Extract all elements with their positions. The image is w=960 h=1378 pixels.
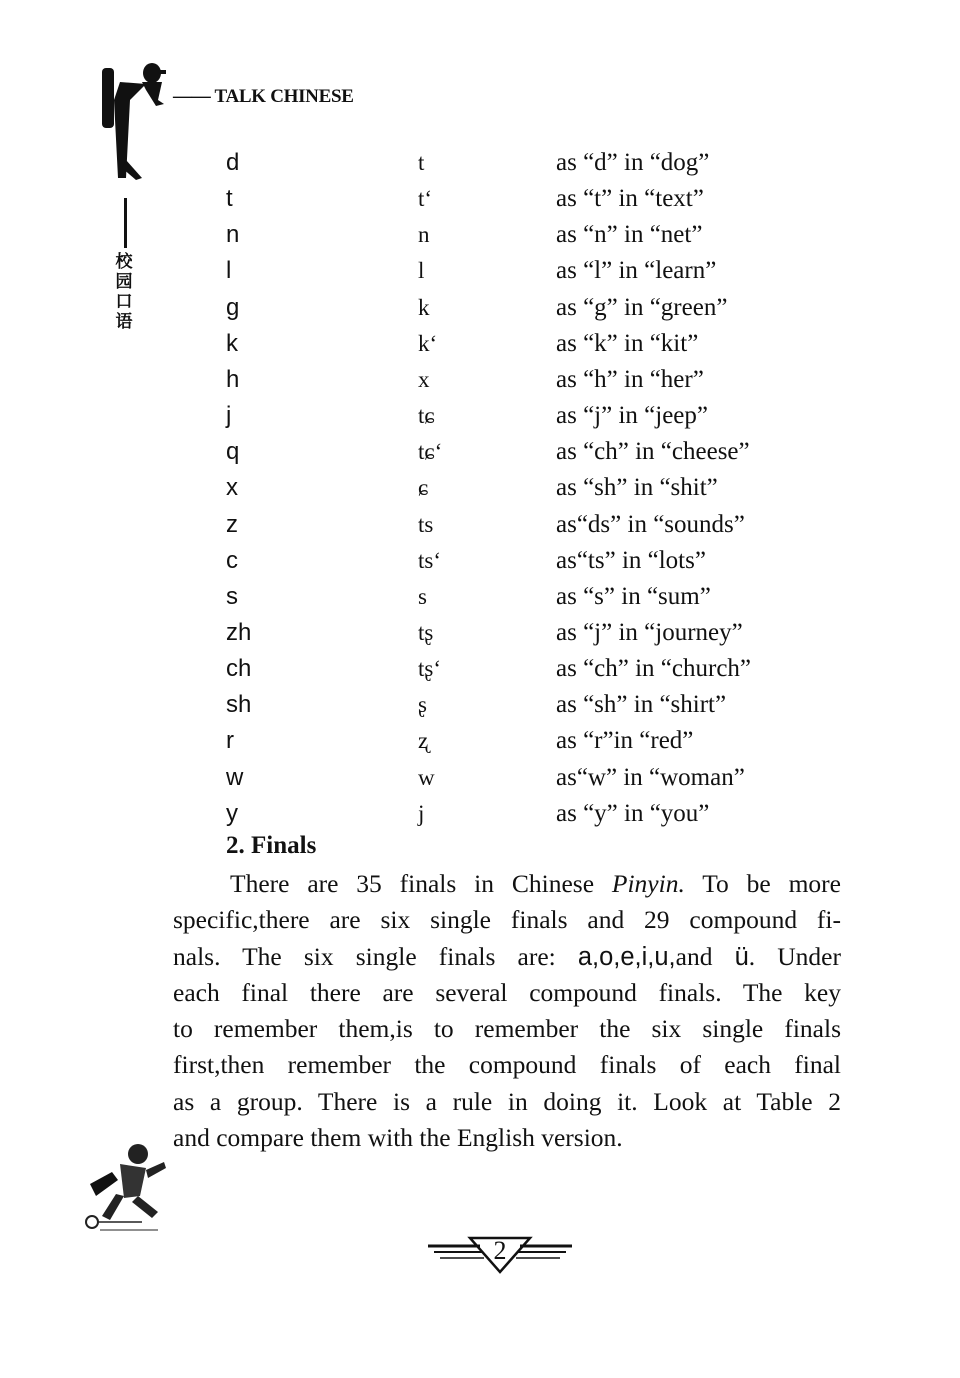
pinyin-initial: y xyxy=(226,799,238,827)
ipa-symbol: tʂ xyxy=(418,619,434,645)
pinyin-initial: q xyxy=(226,438,240,466)
pinyin-initial: z xyxy=(226,510,238,538)
pronunciation-hint: as “s” in “sum” xyxy=(556,582,711,610)
pinyin-initial: c xyxy=(226,546,238,574)
ipa-symbol: tɕ xyxy=(418,403,435,429)
header-title: —— TALK CHINESE xyxy=(173,86,354,107)
pinyin-initial: zh xyxy=(226,618,252,646)
pronunciation-hint: as “y” in “you” xyxy=(556,799,710,827)
table-row xyxy=(0,543,960,579)
page-number-ornament xyxy=(420,1232,580,1282)
table-row xyxy=(0,507,960,543)
page-number: 2 xyxy=(493,1236,507,1265)
ipa-symbol: k‘ xyxy=(418,330,438,356)
pinyin-initial: k xyxy=(226,329,238,357)
table-row xyxy=(0,290,960,326)
pinyin-initial: h xyxy=(226,365,240,393)
ipa-symbol: l xyxy=(418,258,425,284)
pronunciation-hint: as “g” in “green” xyxy=(556,293,728,321)
table-row xyxy=(0,651,960,687)
pronunciation-hint: as “l” in “learn” xyxy=(556,257,717,285)
pronunciation-hint: as “n” in “net” xyxy=(556,221,703,249)
running-man-icon xyxy=(80,1140,170,1240)
pinyin-initial: w xyxy=(226,763,244,791)
ipa-symbol: j xyxy=(418,800,425,826)
ipa-symbol: w xyxy=(418,764,435,790)
ipa-symbol: k xyxy=(418,294,430,320)
pronunciation-hint: as “h” in “her” xyxy=(556,365,704,393)
ipa-symbol: ʂ xyxy=(418,692,427,718)
pinyin-initial: g xyxy=(226,293,240,321)
table-row xyxy=(0,579,960,615)
ipa-symbol: ʐ xyxy=(418,728,429,754)
table-row xyxy=(0,326,960,362)
pinyin-initial: x xyxy=(226,474,238,502)
table-row xyxy=(0,615,960,651)
pronunciation-hint: as “sh” in “shirt” xyxy=(556,691,727,719)
ipa-symbol: t‘ xyxy=(418,186,433,212)
pronunciation-hint: as “j” in “journey” xyxy=(556,618,743,646)
table-row xyxy=(0,723,960,759)
pronunciation-hint: as “ch” in “church” xyxy=(556,655,752,683)
pinyin-initial: s xyxy=(226,582,238,610)
table-row xyxy=(0,796,960,832)
pronunciation-hint: as “j” in “jeep” xyxy=(556,402,708,430)
pronunciation-hint: as“w” in “woman” xyxy=(556,763,745,791)
table-row xyxy=(0,760,960,796)
pinyin-initial: l xyxy=(226,257,232,285)
pinyin-initial: ch xyxy=(226,655,252,683)
pronunciation-hint: as “k” in “kit” xyxy=(556,329,699,357)
ipa-symbol: ts xyxy=(418,511,434,537)
pronunciation-hint: as “t” in “text” xyxy=(556,185,704,213)
section-title: 2. Finals xyxy=(226,832,317,859)
ipa-symbol: s xyxy=(418,583,427,609)
ipa-symbol: tʂ‘ xyxy=(418,656,441,682)
table-row xyxy=(0,398,960,434)
pronunciation-hint: as “ch” in “cheese” xyxy=(556,438,750,466)
table-row xyxy=(0,253,960,289)
table-row xyxy=(0,217,960,253)
ipa-symbol: t xyxy=(418,150,425,175)
table-row xyxy=(0,181,960,217)
pronunciation-hint: as “r”in “red” xyxy=(556,727,694,755)
ipa-symbol: ts‘ xyxy=(418,547,441,573)
pronunciation-hint: as “sh” in “shit” xyxy=(556,474,718,502)
ipa-symbol: ɕ xyxy=(418,475,429,501)
pinyin-initial: r xyxy=(226,727,234,755)
table-row xyxy=(0,434,960,470)
ipa-symbol: x xyxy=(418,366,430,392)
ipa-symbol: n xyxy=(418,222,430,248)
table-row xyxy=(0,145,960,181)
pronunciation-hint: as“ts” in “lots” xyxy=(556,546,706,574)
side-label: 校园口语 xyxy=(115,252,133,332)
pinyin-initial: sh xyxy=(226,691,252,719)
pinyin-initial: j xyxy=(226,402,232,430)
table-row xyxy=(0,687,960,723)
table-row xyxy=(0,362,960,398)
body-paragraph: There are 35 finals in Chinese Pinyin. To be more specific,there are six single finals and 29 compound fi- nals. The six single finals are: a,o,e,i,u,and ü. Under each final there are several compound finals. The key to remember them,is to remember the six single finals first,then remember the compound finals of each final as a group. There is a rule in doing it. Look at Table 2 and compare them with the English version. xyxy=(173,869,841,1153)
table-row xyxy=(0,470,960,506)
pronunciation-hint: as“ds” in “sounds” xyxy=(556,510,745,538)
pinyin-initial: t xyxy=(226,185,233,213)
ipa-symbol: tɕ‘ xyxy=(418,439,443,465)
pinyin-initial: n xyxy=(226,221,240,249)
pronunciation-hint: as “d” in “dog” xyxy=(556,149,710,176)
pinyin-initial: d xyxy=(226,149,240,176)
